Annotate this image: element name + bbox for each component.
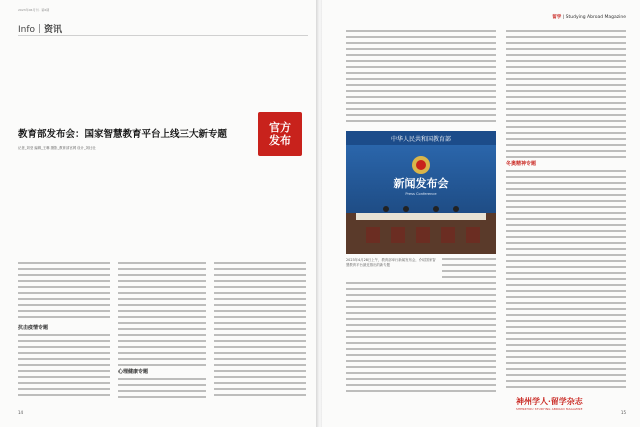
subhead-epidemic: 抗击疫情专题 <box>18 325 49 331</box>
body-text-block <box>118 262 206 366</box>
body-column-1b <box>18 334 110 400</box>
magazine-logo <box>516 396 626 420</box>
body-column-2b <box>118 378 206 402</box>
runner-en: Studying Abroad Magazine <box>565 15 626 20</box>
body-text-block <box>346 282 496 394</box>
logo-en: SHENZHOU STUDYING ABROAD MAGAZINE <box>516 407 583 411</box>
section-en: Info <box>18 25 36 35</box>
section-tag <box>18 22 62 35</box>
section-cn: 资讯 <box>44 25 63 35</box>
photo-banner: 中华人民共和国教育部 <box>390 136 452 143</box>
section-divider <box>39 24 40 33</box>
body-text-block <box>506 30 626 158</box>
article-byline: 记者_刘莹 编辑_王琳 摄影_教育部官网 设计_刘壮壮 <box>18 146 96 150</box>
article-title: 教育部发布会：国家智慧教育平台上线三大新专题 <box>18 129 228 140</box>
logo-cn: 神州学人·留学杂志 <box>516 396 583 406</box>
seal-text-1: 官方 <box>269 121 291 134</box>
right-running-header: 留学 | Studying Abroad Magazine <box>552 15 626 20</box>
subhead-mental-health: 心理健康专题 <box>118 369 149 375</box>
right-column-b <box>506 170 626 392</box>
official-release-seal <box>258 112 302 156</box>
right-page <box>322 0 640 427</box>
body-text-block <box>442 258 496 278</box>
subhead-block-1 <box>18 322 110 332</box>
seal-text-2: 发布 <box>269 134 291 147</box>
left-running-header: 2023年06月刊 · 第6期 <box>18 8 50 12</box>
caption-side-text <box>442 258 496 278</box>
right-top-text <box>346 30 496 124</box>
body-column-1a <box>18 262 110 322</box>
subhead-block-2 <box>118 366 206 376</box>
body-text-block <box>18 262 110 322</box>
body-text-block <box>346 30 496 124</box>
body-text-block <box>118 378 206 402</box>
page-number-left: 14 <box>18 410 24 415</box>
photo-caption: 2023年4月28日上午，教育部举行新闻发布会，介绍国家智慧教育平台最近推出的新专题 <box>346 258 436 267</box>
press-conference-photo <box>346 131 496 254</box>
body-text-block <box>214 262 306 400</box>
subhead-winter-olympics: 冬奥精神专题 <box>506 161 537 167</box>
right-column-a <box>506 30 626 158</box>
body-text-block <box>18 334 110 400</box>
runner-brand: 留学 <box>552 15 562 20</box>
subhead-block-3 <box>506 158 626 168</box>
right-bottom-text <box>346 282 496 394</box>
body-column-3 <box>214 262 306 400</box>
section-rule <box>18 35 308 36</box>
body-text-block <box>506 170 626 392</box>
body-column-2a <box>118 262 206 366</box>
left-page <box>0 0 318 427</box>
photo-subtitle: Press Conference <box>405 192 437 196</box>
page-number-right: 15 <box>620 410 626 415</box>
photo-title: 新闻发布会 <box>393 177 449 190</box>
photo-illustration <box>346 131 496 254</box>
